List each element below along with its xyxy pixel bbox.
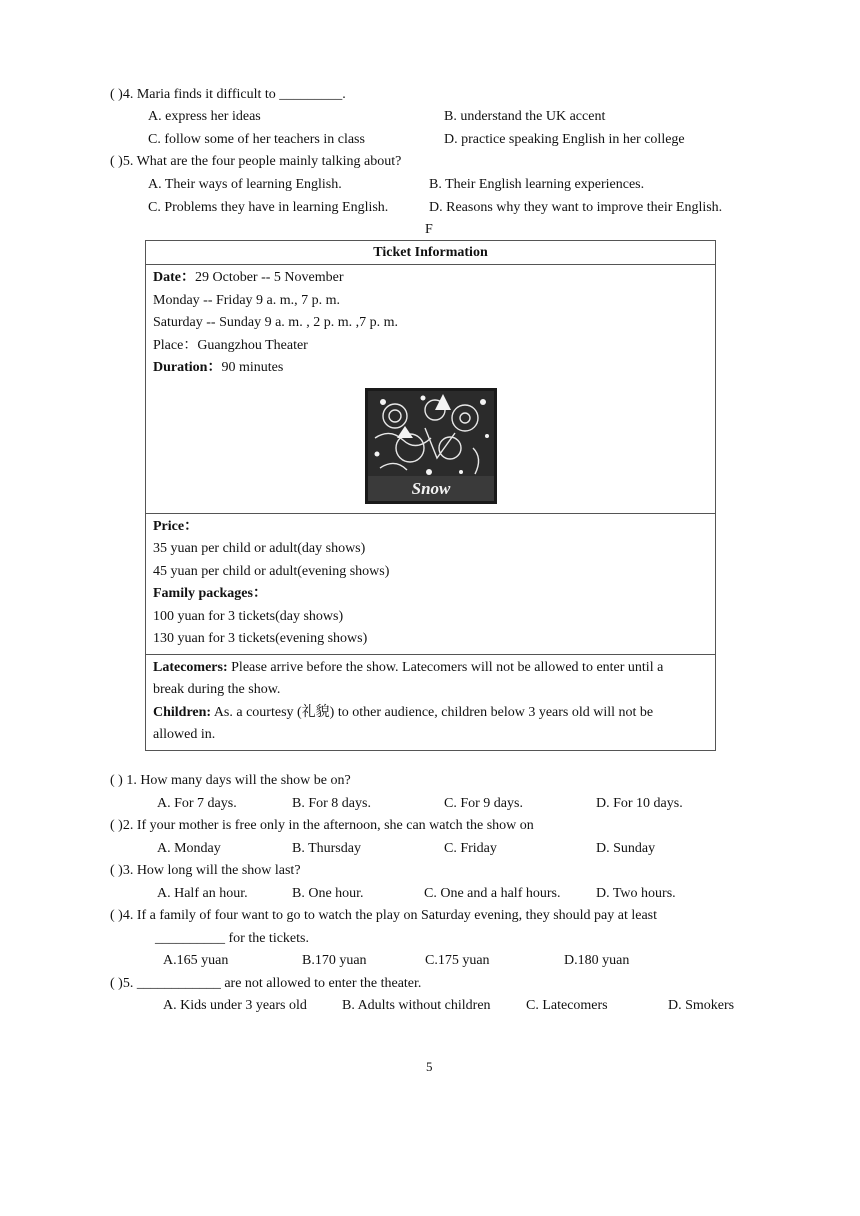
- family-evening: 130 yuan for 3 tickets(evening shows): [153, 631, 368, 646]
- question-f1-option-a: A. For 7 days.: [157, 796, 237, 811]
- question-e4-option-d: D. practice speaking English in her college: [444, 132, 685, 147]
- question-f5-option-a: A. Kids under 3 years old: [163, 998, 307, 1013]
- date-line: [153, 267, 708, 290]
- question-e4-option-a: A. express her ideas: [148, 109, 261, 124]
- family-day: 100 yuan for 3 tickets(day shows): [153, 608, 344, 624]
- question-f4-option-a: A.165 yuan: [163, 953, 229, 968]
- date-label: Date：: [153, 270, 195, 285]
- question-f1-stem: ( ) 1. How many days will the show be on?: [110, 773, 351, 788]
- question-f4-stem: ( )4. If a family of four want to go to watch the play on Saturday evening, they should pay at least: [110, 908, 658, 923]
- question-f4-stem-continued: __________ for the tickets.: [155, 931, 309, 946]
- place-line: Place：Guangzhou Theater: [153, 337, 308, 353]
- question-e4-option-c: C. follow some of her teachers in class: [148, 132, 365, 147]
- question-f5-option-b: B. Adults without children: [342, 998, 491, 1013]
- question-f3-option-d: D. Two hours.: [596, 886, 676, 901]
- question-f3-option-a: A. Half an hour.: [157, 886, 248, 901]
- question-f5-option-c: C. Latecomers: [526, 998, 608, 1013]
- family-packages-label: Family packages：: [153, 586, 267, 601]
- weekday-times: Monday -- Friday 9 a. m., 7 p. m.: [153, 292, 341, 308]
- latecomers-label: Latecomers:: [153, 659, 228, 675]
- question-f1-option-c: C. For 9 days.: [444, 796, 523, 811]
- price-day: 35 yuan per child or adult(day shows): [153, 541, 366, 556]
- question-e4-option-b: B. understand the UK accent: [444, 109, 606, 124]
- price-evening: 45 yuan per child or adult(evening shows): [153, 563, 390, 579]
- question-e5-option-c: C. Problems they have in learning English.: [148, 200, 389, 215]
- price-label: Price：: [153, 518, 199, 534]
- children-label: Children:: [153, 704, 212, 720]
- latecomers-text: Please arrive before the show. Latecomers will not be allowed to enter until a: [227, 659, 664, 675]
- ticket-schedule-cell: [146, 265, 716, 514]
- duration-label: Duration：: [153, 360, 222, 375]
- question-f2-option-c: C. Friday: [444, 841, 497, 856]
- question-f1-option-d: D. For 10 days.: [596, 796, 683, 811]
- children-rule: [153, 702, 708, 725]
- children-text-continued: allowed in.: [153, 727, 216, 742]
- section-f-heading: F: [425, 222, 433, 237]
- date-value: 29 October -- 5 November: [195, 270, 344, 285]
- question-f3-option-b: B. One hour.: [292, 886, 364, 901]
- question-e4-stem: ( )4. Maria finds it difficult to _________.: [110, 87, 346, 102]
- weekend-times: Saturday -- Sunday 9 a. m. , 2 p. m. ,7 p. m.: [153, 315, 398, 330]
- latecomers-text-continued: break during the show.: [153, 682, 281, 697]
- question-e5-option-a: A. Their ways of learning English.: [148, 177, 342, 192]
- question-f4-option-d: D.180 yuan: [564, 953, 630, 968]
- duration-line: [153, 357, 708, 380]
- duration-value: 90 minutes: [221, 360, 284, 375]
- question-f5-option-d: D. Smokers: [668, 998, 735, 1013]
- question-e5-option-b: B. Their English learning experiences.: [429, 177, 645, 192]
- question-f2-stem: ( )2. If your mother is free only in the afternoon, she can watch the show on: [110, 818, 534, 833]
- question-f2-option-d: D. Sunday: [596, 841, 656, 856]
- ticket-price-cell: [146, 513, 716, 654]
- question-f3-option-c: C. One and a half hours.: [424, 886, 561, 901]
- question-f2-option-b: B. Thursday: [292, 841, 361, 856]
- children-text: As. a courtesy (礼貌) to other audience, children below 3 years old will not be: [211, 704, 654, 720]
- poster-title: Snow: [411, 478, 450, 498]
- question-f5-stem: ( )5. ____________ are not allowed to enter the theater.: [110, 976, 422, 991]
- ticket-information-table: [145, 240, 716, 751]
- ticket-rules-cell: [146, 654, 716, 750]
- ticket-table-header: Ticket Information: [146, 241, 716, 265]
- question-f1-option-b: B. For 8 days.: [292, 796, 371, 811]
- page-number: 5: [426, 1059, 433, 1074]
- latecomers-rule: [153, 657, 708, 680]
- question-e5-option-d: D. Reasons why they want to improve their English.: [429, 200, 723, 215]
- show-poster-image: [365, 388, 497, 504]
- question-e5-stem: ( )5. What are the four people mainly talking about?: [110, 154, 402, 169]
- question-f3-stem: ( )3. How long will the show last?: [110, 863, 301, 878]
- question-f2-option-a: A. Monday: [157, 841, 221, 856]
- question-f4-option-c: C.175 yuan: [425, 953, 490, 968]
- question-f4-option-b: B.170 yuan: [302, 953, 367, 968]
